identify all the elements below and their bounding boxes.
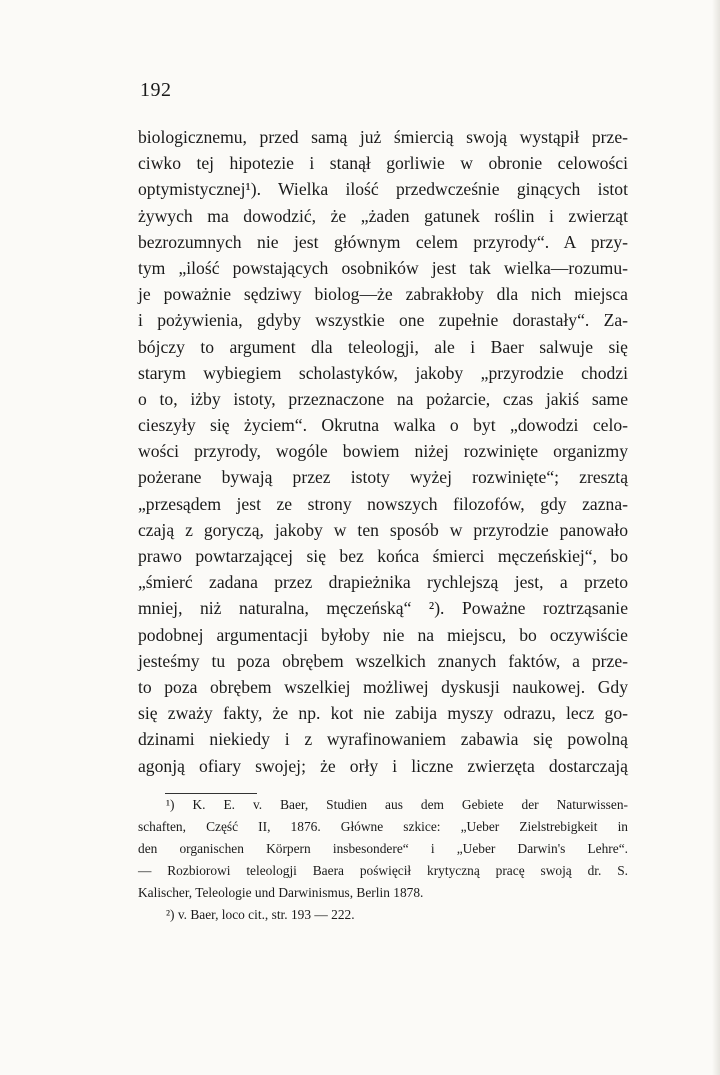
page-edge-shadow <box>712 0 720 1075</box>
footnote-line: — Rozbiorowi teleologji Baera poświęcił krytyczną pracę swoją dr. S. <box>138 863 628 878</box>
text-line: się zważy fakty, że np. kot nie zabija myszy odrazu, lecz go- <box>138 703 628 724</box>
page-number: 192 <box>140 79 172 101</box>
text-line: pożerane bywają przez istoty wyżej rozwinięte“; zresztą <box>138 467 628 488</box>
footnote-line: den organischen Körpern insbesondere“ i „Ueber Darwin's Lehre“. <box>138 841 628 856</box>
text-line: dzinami niekiedy i z wyrafinowaniem zabawia się powolną <box>138 729 628 750</box>
text-line: agonją ofiary swojej; że orły i liczne zwierzęta dostarczają <box>138 755 628 776</box>
text-line: prawo powtarzającej się bez końca śmierci męczeńskiej“, bo <box>138 546 628 566</box>
footnote-line: ²) v. Baer, loco cit., str. 193 — 222. <box>166 907 355 922</box>
text-line: podobnej argumentacji byłoby nie na miejscu, bo oczywiście <box>138 624 628 645</box>
body-text <box>138 124 628 779</box>
text-line: jesteśmy tu poza obrębem wszelkich znanych faktów, a prze- <box>138 650 628 671</box>
footnote-line: ¹) K. E. v. Baer, Studien aus dem Gebiete der Naturwissen- <box>166 797 628 812</box>
text-line: starym wybiegiem scholastyków, jakoby „przyrodzie chodzi <box>138 362 628 383</box>
footnote-line: schaften, Część II, 1876. Główne szkice: „Ueber Zielstrebigkeit in <box>138 819 628 834</box>
text-line: cieszyły się życiem“. Okrutna walka o byt „dowodzi celo- <box>138 415 628 436</box>
text-line: „śmierć zadana przez drapieżnika rychlejszą jest, a przeto <box>138 572 628 593</box>
text-line: to poza obrębem wszelkiej możliwej dyskusji naukowej. Gdy <box>138 676 628 697</box>
text-line: ciwko tej hipotezie i stanął gorliwie w obronie celowości <box>138 153 628 174</box>
text-line: bójczy to argument dla teleologji, ale i Baer salwuje się <box>138 336 628 357</box>
text-line: i pożywienia, gdyby wszystkie one zupełnie dorastały“. Za- <box>138 310 628 331</box>
text-line: wości przyrody, wogóle bowiem niżej rozwinięte organizmy <box>138 441 628 462</box>
text-line: mniej, niż naturalna, męczeńską“ ²). Poważne roztrząsanie <box>138 598 628 619</box>
text-line: czają z goryczą, jakoby w ten sposób w przyrodzie panowało <box>138 519 628 540</box>
text-line: tym „ilość powstających osobników jest tak wielka—rozumu- <box>138 257 628 278</box>
text-line: o to, iżby istoty, przeznaczone na pożarcie, czas jakiś same <box>138 388 628 409</box>
text-line: „przesądem jest ze strony nowszych filozofów, gdy zazna- <box>138 493 628 514</box>
footnote-line: Kalischer, Teleologie und Darwinismus, Berlin 1878. <box>138 885 424 900</box>
footnotes <box>138 794 628 926</box>
text-line: żywych ma dowodzić, że „żaden gatunek roślin i zwierząt <box>138 205 628 226</box>
text-line: bezrozumnych nie jest głównym celem przyrody“. A przy- <box>138 231 628 252</box>
text-line: biologicznemu, przed samą już śmiercią swoją wystąpił prze- <box>138 127 628 147</box>
text-line: je poważnie sędziwy biolog—że zabrakłoby dla nich miejsca <box>138 284 628 305</box>
text-line: optymistycznej¹). Wielka ilość przedwcześnie ginących istot <box>138 179 628 200</box>
